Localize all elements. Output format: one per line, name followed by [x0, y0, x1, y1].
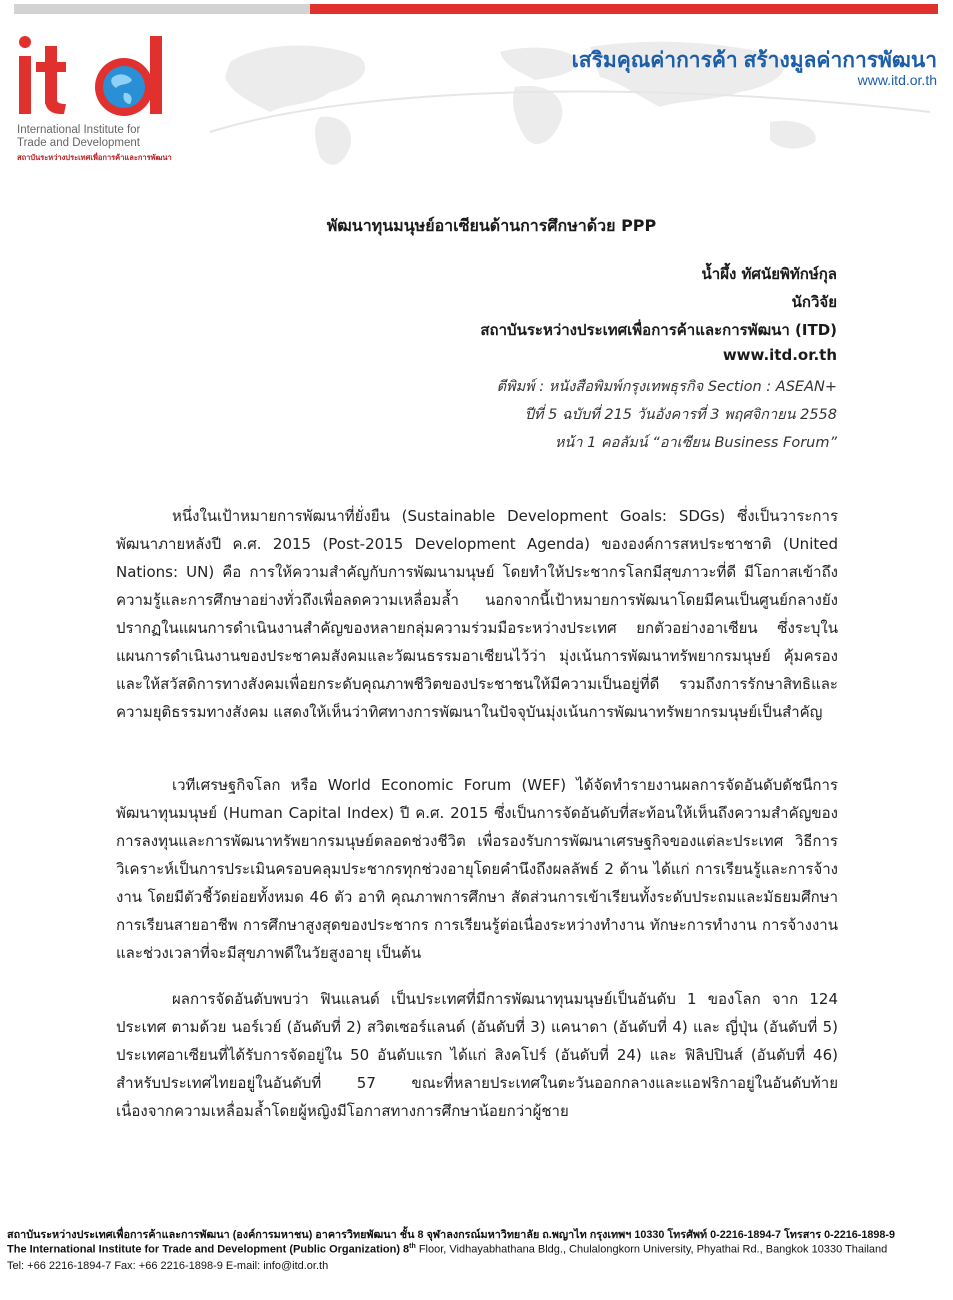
footer-contact: Tel: +66 2216-1894-7 Fax: +66 2216-1898-9 E-mail: info@itd.or.th [7, 1260, 329, 1272]
author-organization: สถาบันระหว่างประเทศเพื่อการค้าและการพัฒนา (ITD) [480, 321, 837, 339]
footer-floor-suffix: th [409, 1243, 416, 1250]
header-red-bar [310, 4, 938, 14]
body-paragraph-3: ผลการจัดอันดับพบว่า ฟินแลนด์ เป็นประเทศที่มีการพัฒนาทุนมนุษย์เป็นอันดับ 1 ของโลก จาก 124 ประเทศ ตามด้วย นอร์เวย์ (อันดับที่ 2) สวิตเซอร์แลนด์ (อันดับที่ 3) แคนาดา (อันดับที่ 4) และ ญี่ปุ่น (อันดับที่ 5) ประเทศอาเซียนที่ได้รับการจัดอยู่ใน 50 อันดับแรก ได้แก่ สิงคโปร์ (อันดับที่ 24) และ ฟิลิปปินส์ (อันดับที่ 46) สำหรับประเทศไทยอยู่ในอันดับที่ 57 ขณะที่หลายประเทศในตะวันออกกลางและแอฟริกาอยู่ในอันดับท้าย เนื่องจากความเหลื่อมล้ำโดยผู้หญิงมีโอกาสทางการศึกษาน้อยกว่าผู้ชาย [116, 990, 838, 1120]
footer-address-english [7, 1243, 887, 1256]
publication-line3: หน้า 1 คอลัมน์ “อาเซียน Business Forum” [554, 435, 837, 451]
footer-address-english-part2: Floor, Vidhayabhathana Bldg., Chulalongkorn University, Phyathai Rd., Bangkok 10330 Thailand [415, 1243, 888, 1256]
logo-subtitle-line1: International Institute for [17, 124, 141, 136]
logo-subtitle [17, 124, 172, 164]
logo-subtitle-thai: สถาบันระหว่างประเทศเพื่อการค้าและการพัฒนา [17, 153, 172, 162]
author-position: นักวิจัย [791, 293, 837, 311]
logo-subtitle-line2: Trade and Development [17, 137, 140, 149]
publication-line2: ปีที่ 5 ฉบับที่ 215 วันอังคารที่ 3 พฤศจิกายน 2558 [524, 407, 837, 423]
header-gray-bar [14, 4, 310, 14]
article-title: พัฒนาทุนมนุษย์อาเซียนด้านการศึกษาด้วย PPP [326, 216, 657, 235]
header-slogan: เสริมคุณค่าการค้า สร้างมูลค่าการพัฒนา [571, 49, 937, 72]
itd-logo [16, 30, 171, 130]
author-website[interactable]: www.itd.or.th [722, 346, 837, 364]
body-paragraph-1: หนึ่งในเป้าหมายการพัฒนาที่ยั่งยืน (Sustainable Development Goals: SDGs) ซึ่งเป็นวาระการพัฒนาภายหลังปี ค.ศ. 2015 (Post-2015 Development Agenda) ขององค์การสหประชาชาติ (United Nations: UN) คือ การให้ความสำคัญกับการพัฒนามนุษย์ โดยทำให้ประชากรโลกมีสุขภาวะที่ดี มีโอกาสเข้าถึงความรู้และการศึกษาอย่างทั่วถึงเพื่อลดความเหลื่อมล้ำ นอกจากนี้เป้าหมายการพัฒนาโดยมีคนเป็นศูนย์กลางยังปรากฏในแผนการดำเนินงานสำคัญของหลายกลุ่มความร่วมมือระหว่างประเทศ ยกตัวอย่างอาเซียน ซึ่งระบุในแผนการดำเนินงานของประชาคมสังคมและวัฒนธรรมอาเซียนไว้ว่า มุ่งเน้นการพัฒนาทรัพยากรมนุษย์ คุ้มครองและให้สวัสดิการทางสังคมเพื่อยกระดับคุณภาพชีวิตของประชาชนให้มีความเป็นอยู่ที่ดี รวมถึงการรักษาสิทธิและความยุติธรรมทางสังคม แสดงให้เห็นว่าทิศทางการพัฒนาในปัจจุบันมุ่งเน้นการพัฒนาทรัพยากรมนุษย์เป็นสำคัญ [116, 507, 838, 721]
author-name: น้ำผึ้ง ทัศนัยพิทักษ์กุล [701, 265, 837, 283]
body-paragraph-2: เวทีเศรษฐกิจโลก หรือ World Economic Forum (WEF) ได้จัดทำรายงานผลการจัดอันดับดัชนีการพัฒนาทุนมนุษย์ (Human Capital Index) ปี ค.ศ. 2015 ซึ่งเป็นการจัดอันดับที่สะท้อนให้เห็นถึงความสำคัญของการลงทุนและการพัฒนาทรัพยากรมนุษย์ตลอดช่วงชีวิต เพื่อรองรับการพัฒนาเศรษฐกิจของแต่ละประเทศ วิธีการวิเคราะห์เป็นการประเมินครอบคลุมประชากรทุกช่วงอายุโดยคำนึงถึงผลลัพธ์ 2 ด้าน ได้แก่ การเรียนรู้และการจ้างงาน โดยมีตัวชี้วัดย่อยทั้งหมด 46 ตัว อาทิ คุณภาพการศึกษา สัดส่วนการเข้าเรียนทั้งระดับประถมและมัธยมศึกษา การเรียนสายอาชีพ การศึกษาสูงสุดของประชากร การเรียนรู้ต่อเนื่องระหว่างทำงาน ทักษะการทำงาน การจ้างงาน และช่วงเวลาที่จะมีสุขภาพดีในวัยสูงอายุ เป็นต้น [116, 776, 838, 962]
publication-line1: ตีพิมพ์ : หนังสือพิมพ์กรุงเทพธุรกิจ Section : ASEAN+ [496, 379, 837, 395]
header-website[interactable]: www.itd.or.th [857, 72, 937, 88]
footer-address-thai: สถาบันระหว่างประเทศเพื่อการค้าและการพัฒนา (องค์การมหาชน) อาคารวิทยพัฒนา ชั้น 8 จุฬาลงกรณ์มหาวิทยาลัย ถ.พญาไท กรุงเทพฯ 10330 โทรศัพท์ 0-2216-1894-7 โทรสาร 0-2216-1898-9 [7, 1229, 895, 1241]
footer-address-english-part1: The International Institute for Trade and Development (Public Organization) 8 [7, 1243, 410, 1256]
